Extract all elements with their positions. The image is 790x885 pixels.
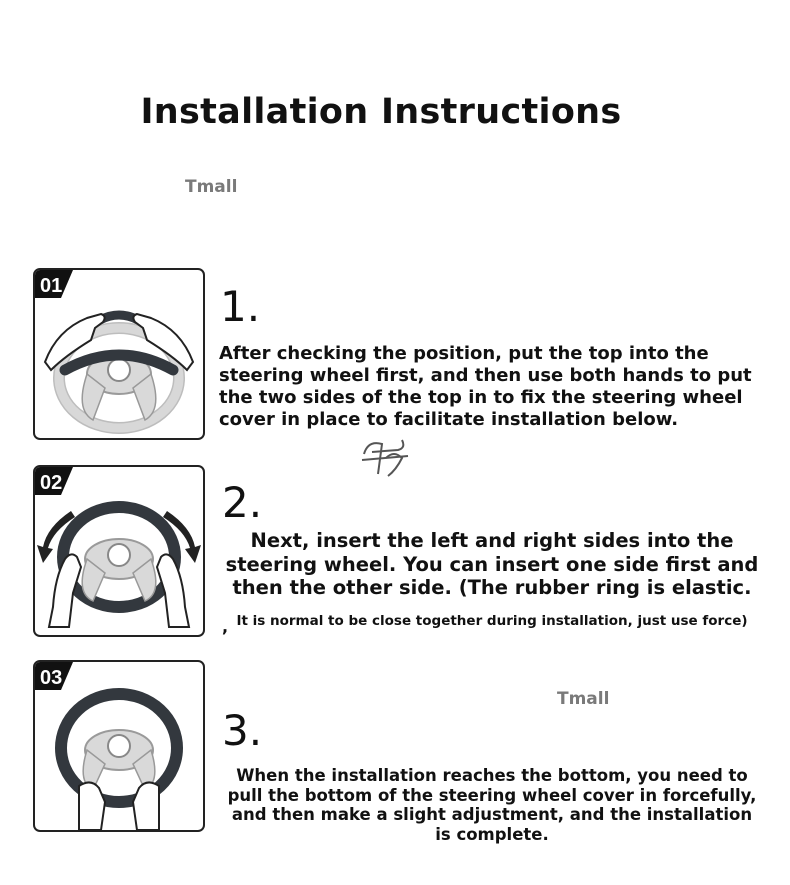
step-badge: 01	[40, 275, 63, 297]
brand-logo-icon	[358, 430, 414, 480]
step-1-illustration	[33, 268, 205, 440]
step-3-number: 3.	[222, 706, 263, 755]
step-badge: 03	[40, 667, 63, 689]
step-2-text: Next, insert the left and right sides into the steering wheel. You can insert one side first and then the other side. (The rubber ring is elastic.	[225, 529, 759, 599]
step-2-illustration	[33, 465, 205, 637]
step-badge: 02	[40, 472, 63, 494]
page-title: Installation Instructions	[140, 92, 622, 132]
tmall-watermark: Tmall	[557, 689, 610, 709]
step-1-number: 1.	[220, 282, 261, 331]
step-1-text: After checking the position, put the top into the steering wheel first, and then use both hands to put the two sides of the top in to fix the steering wheel cover in place to facilitate installation below.	[219, 343, 752, 430]
steering-wheel-icon	[63, 507, 175, 607]
step-2-number: 2.	[222, 478, 263, 527]
step-2-note: It is normal to be close together during installation, just use force)	[236, 613, 748, 629]
tmall-watermark: Tmall	[185, 177, 238, 197]
step-3-illustration	[33, 660, 205, 832]
stray-comma: ,	[222, 617, 229, 636]
step-3-text: When the installation reaches the bottom, you need to pull the bottom of the steering wheel cover in forcefully, and then make a slight adjustment, and the installation is complete.	[227, 766, 757, 844]
